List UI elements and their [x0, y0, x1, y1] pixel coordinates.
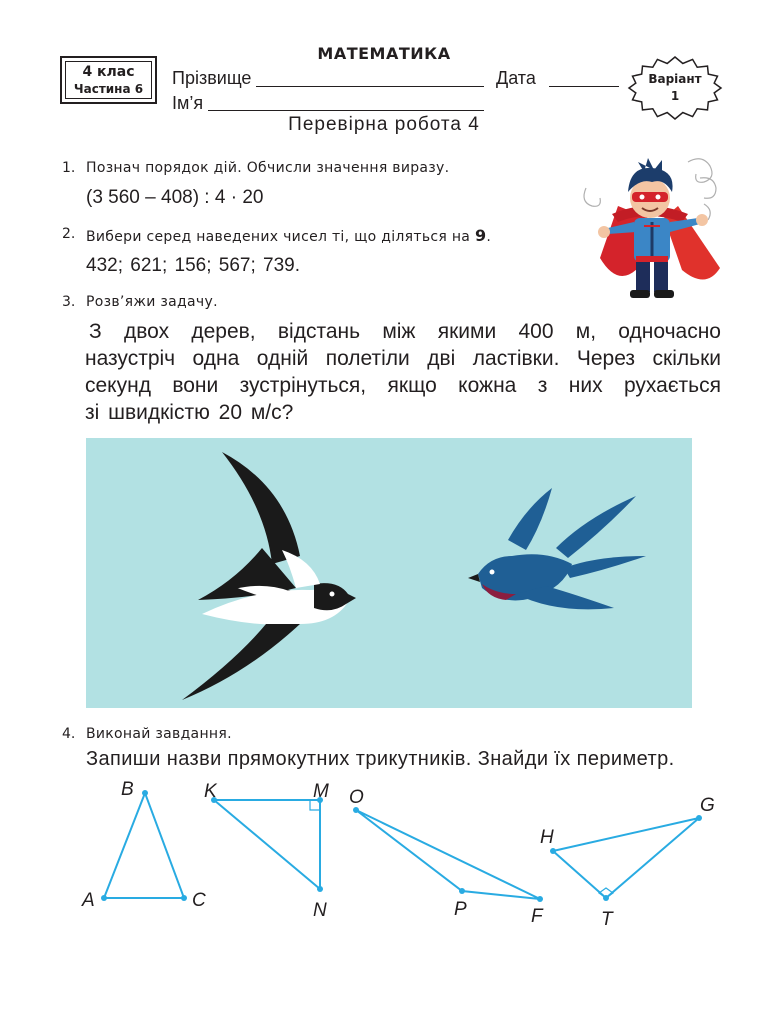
vertex-b [142, 790, 148, 796]
variant-label: Варіант [648, 72, 702, 86]
black-white-swallow [182, 452, 356, 700]
blue-swallow-tail-upper [556, 496, 636, 558]
part-label: Частина 6 [73, 82, 144, 96]
vertex-p [459, 888, 465, 894]
swallow-lower-wing [182, 624, 300, 700]
triangle-kmn [214, 800, 320, 889]
vertex-c [181, 895, 187, 901]
vertex-n [317, 886, 323, 892]
right-eye [656, 195, 661, 200]
task2-divisor: 9 [474, 226, 487, 245]
surname-label: Прізвище [172, 68, 252, 88]
right-leg [654, 262, 668, 292]
task1-instruction: Познач порядок дій. Обчисли значення виразу. [86, 160, 450, 176]
surname-field[interactable] [256, 86, 484, 87]
task2-instruction-text: Вибери серед наведених чисел ті, що діляться на [86, 229, 471, 245]
name-label: Ім’я [172, 93, 204, 113]
swallows-illustration [86, 438, 692, 708]
blue-swallow-tail-lower [564, 556, 646, 578]
swallow-eye [330, 592, 335, 597]
subject-title: МАТЕМАТИКА [317, 44, 451, 63]
vertex-t [603, 895, 609, 901]
task3-problem [85, 318, 721, 426]
right-hand [696, 214, 708, 226]
label-n: N [313, 900, 327, 921]
task2-number: 2. [62, 226, 76, 242]
label-f: F [531, 906, 543, 927]
task4-number: 4. [62, 726, 76, 742]
right-boot [654, 290, 674, 298]
left-eye [640, 195, 645, 200]
label-k: K [204, 781, 217, 802]
task1-number: 1. [62, 160, 76, 176]
grade-box [60, 56, 157, 104]
task3-instruction: Розв’яжи задачу. [86, 294, 218, 310]
variant-badge [627, 56, 723, 120]
triangle-hgt [553, 818, 699, 898]
task1-expression: (3 560 – 408) : 4 · 20 [86, 187, 264, 208]
vertex-a [101, 895, 107, 901]
label-c: C [192, 890, 206, 911]
date-field[interactable] [549, 86, 619, 87]
blue-swallow [468, 488, 646, 609]
task3-line: секунд вони зустрінуться, якщо кожна з них рухається [85, 374, 721, 397]
task3-line: назустріч одна одній полетіли дві ластівки. Через скільки [85, 347, 721, 370]
label-p: P [454, 899, 467, 920]
label-g: G [700, 795, 715, 816]
swallow-head [314, 583, 356, 610]
task2-instruction-end: . [486, 229, 492, 245]
mask [632, 192, 668, 202]
left-boot [630, 290, 650, 298]
task4-content: Запиши назви прямокутних трикутників. Знайди їх периметр. [86, 748, 675, 770]
superhero-illustration [578, 148, 728, 310]
blue-swallow-beak [468, 574, 480, 582]
name-field[interactable] [208, 110, 484, 111]
grade-label: 4 клас [82, 64, 135, 80]
date-label: Дата [496, 68, 536, 88]
label-o: O [349, 787, 364, 808]
label-t: T [601, 909, 613, 930]
label-a: A [82, 890, 95, 911]
task3-line: зі швидкістю 20 м/с? [85, 401, 294, 424]
variant-number: 1 [670, 89, 680, 103]
triangle-abc [104, 793, 184, 898]
blue-swallow-upper-wing [508, 488, 552, 550]
triangle-opf [356, 810, 540, 899]
task2-instruction [86, 226, 491, 245]
work-title: Перевірна робота 4 [288, 114, 480, 135]
triangles-figure [0, 770, 768, 950]
blue-swallow-eye [490, 570, 495, 575]
label-b: B [121, 779, 134, 800]
label-m: M [313, 781, 329, 802]
label-h: H [540, 827, 554, 848]
belt [636, 256, 668, 262]
vertex-h [550, 848, 556, 854]
vertex-f [537, 896, 543, 902]
task2-numbers: 432; 621; 156; 567; 739. [86, 255, 301, 276]
task3-number: 3. [62, 294, 76, 310]
task3-line: З двох дерев, відстань між якими 400 м, одночасно [89, 320, 721, 343]
left-leg [636, 262, 650, 292]
left-hand [598, 226, 610, 238]
task4-instruction: Виконай завдання. [86, 726, 232, 742]
